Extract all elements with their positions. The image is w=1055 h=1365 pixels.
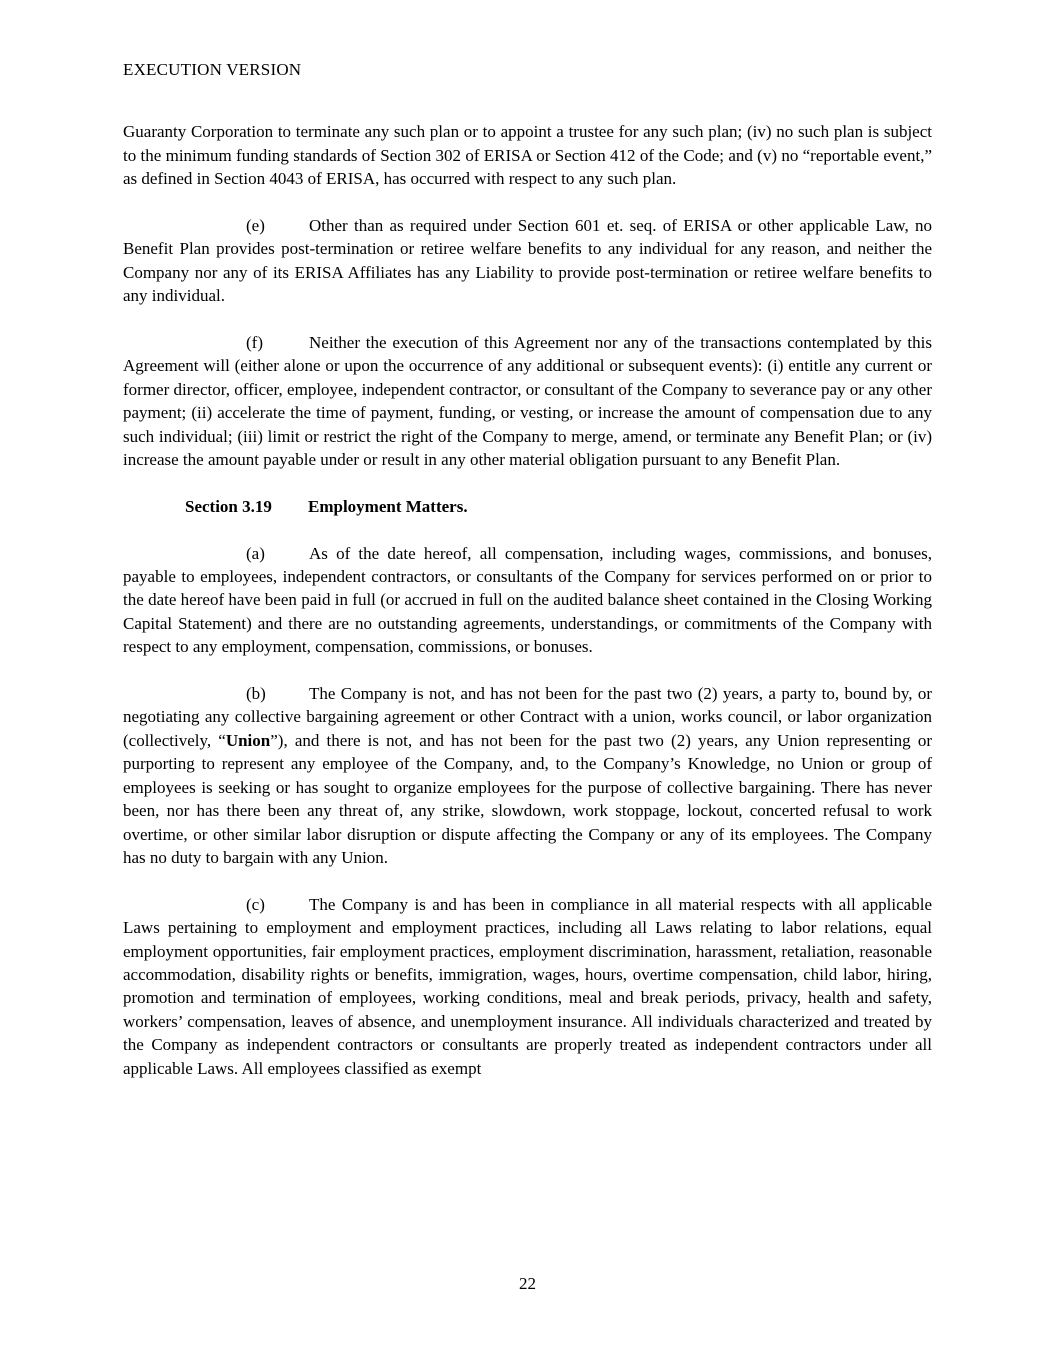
paragraph-c xyxy=(123,893,932,1080)
paragraph-b-text-after-term: ”), and there is not, and has not been for the past two (2) years, any Union representing or purporting to represent any employee of the Company, and, to the Company’s Knowledge, no Union or group of employees is seeking or has sought to organize employees for the purpose of collective bargaining. There has never been, nor has there been any threat of, any strike, slowdown, work stoppage, lockout, concerted refusal to work overtime, or other similar labor disruption or dispute affecting the Company or any of its employees. The Company has no duty to bargain with any Union. xyxy=(123,730,932,867)
paragraph-b xyxy=(123,682,932,869)
section-title: Employment Matters. xyxy=(308,496,468,516)
section-number: Section 3.19 xyxy=(185,496,272,516)
paragraph-c-label: (c) xyxy=(246,894,265,914)
paragraph-f-text: Neither the execution of this Agreement nor any of the transactions contemplated by this Agreement will (either alone or upon the occurrence of any additional or subsequent events): (i) entitle any current or former director, officer, employee, independent contractor, or consultant of the Company to severance pay or any other payment; (ii) accelerate the time of payment, funding, or vesting, or increase the amount of compensation due to any such individual; (iii) limit or restrict the right of the Company to merge, amend, or terminate any Benefit Plan; or (iv) increase the amount payable under or result in any other material obligation pursuant to any Benefit Plan. xyxy=(123,333,932,470)
paragraph-continuation: Guaranty Corporation to terminate any such plan or to appoint a trustee for any such plan; (iv) no such plan is subject to the minimum funding standards of Section 302 of ERISA or Section 412 of the Code; and (v) no “reportable event,” as defined in Section 4043 of ERISA, has occurred with respect to any such plan. xyxy=(123,122,932,189)
paragraph-a-text: As of the date hereof, all compensation, including wages, commissions, and bonuses, payable to employees, independent contractors, or consultants of the Company for services performed on or prior to the date hereof have been paid in full (or accrued in full on the audited balance sheet contained in the Closing Working Capital Statement) and there are no outstanding agreements, understandings, or commitments of the Company with respect to any employment, compensation, commissions, or bonuses. xyxy=(123,543,932,657)
paragraph-b-label: (b) xyxy=(246,684,266,704)
paragraph-e-text: Other than as required under Section 601 et. seq. of ERISA or other applicable Law, no Benefit Plan provides post-termination or retiree welfare benefits to any individual for any reason, and neither the Company nor any of its ERISA Affiliates has any Liability to provide post-termination or retiree welfare benefits to any individual. xyxy=(123,216,932,306)
paragraph-b-text-before-term: The Company is not, and has not been for the past two (2) years, a party to, bound by, or negotiating any collective bargaining agreement or other Contract with a union, works council, or labor organization (collectively, “ xyxy=(123,684,932,750)
paragraph-a-label: (a) xyxy=(246,543,265,563)
paragraph-f-label: (f) xyxy=(246,333,263,353)
paragraph-c-text: The Company is and has been in compliance in all material respects with all applicable Laws pertaining to employment and employment practices, including all Laws relating to labor relations, equal employment opportunities, fair employment practices, employment discrimination, harassment, retaliation, reasonable accommodation, disability rights or benefits, immigration, wages, hours, overtime compensation, child labor, hiring, promotion and termination of employees, working conditions, meal and break periods, privacy, health and safety, workers’ compensation, leaves of absence, and unemployment insurance. All individuals characterized and treated by the Company as independent contractors or consultants are properly treated as independent contractors under all applicable Laws. All employees classified as exempt xyxy=(123,894,932,1078)
paragraph-f xyxy=(123,331,932,471)
paragraph-a xyxy=(123,542,932,659)
page-number: 22 xyxy=(519,1274,536,1293)
defined-term-union: Union xyxy=(225,730,271,750)
paragraph-e-label: (e) xyxy=(246,216,265,236)
execution-version-header: EXECUTION VERSION xyxy=(123,60,302,79)
paragraph-e xyxy=(123,214,932,308)
section-3-19-heading xyxy=(185,495,932,518)
